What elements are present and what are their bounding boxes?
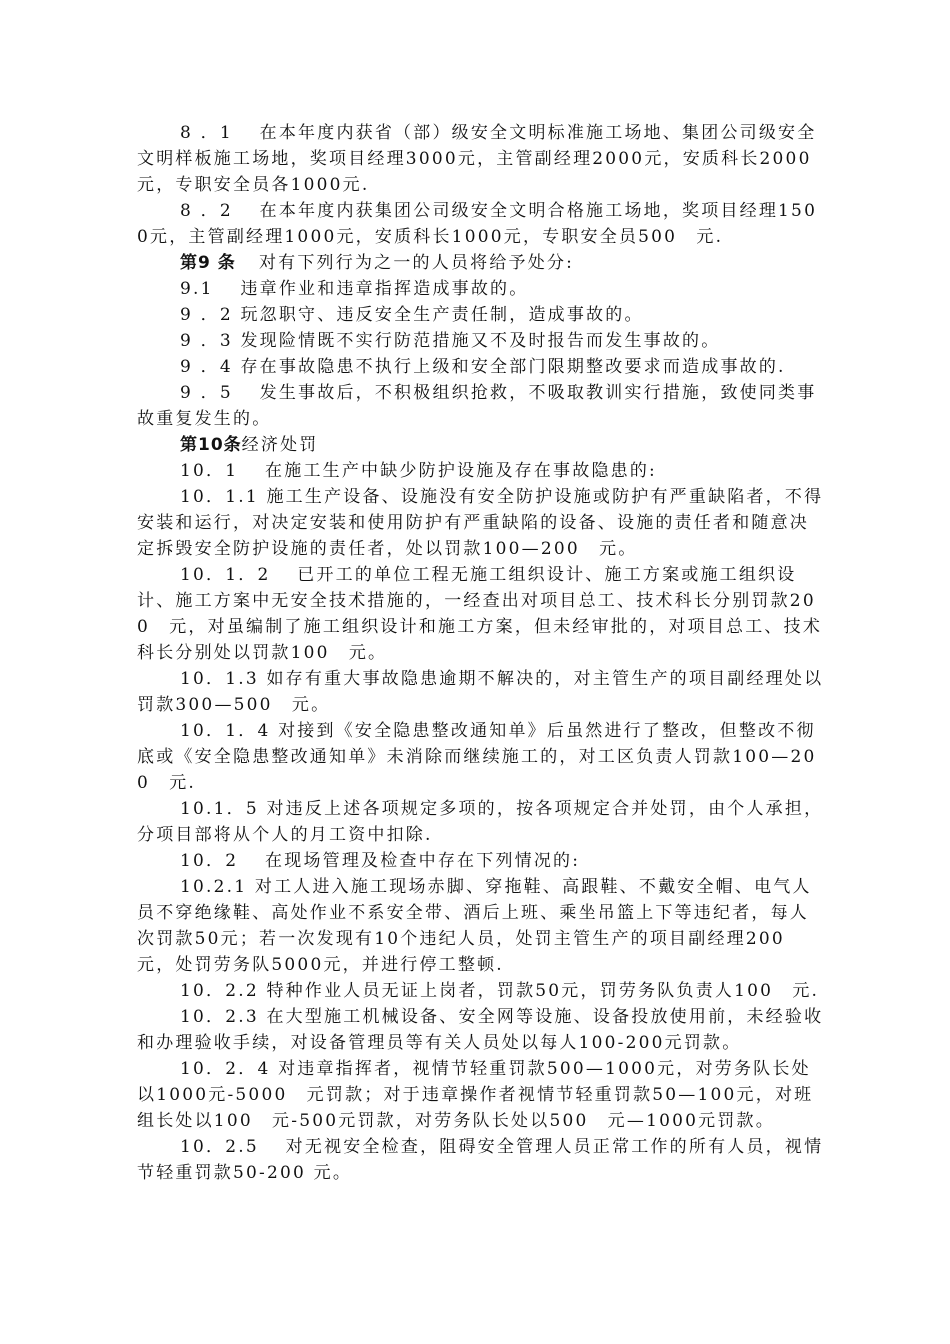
- article-9-title: 对有下列行为之一的人员将给予处分:: [239, 253, 575, 273]
- clause-10-2-3: 10．2.3 在大型施工机械设备、安全网等设施、设备投放使用前，未经验收和办理验收手续，对设备管理员等有关人员处以每人100-200元罚款。: [137, 1007, 824, 1053]
- clause-8-1: 8 ．1 在本年度内获省（部）级安全文明标准施工场地、集团公司级安全文明样板施工场地，奖项目经理3000元，主管副经理2000元，安质科长2000元，专职安全员各1000元.: [137, 123, 817, 195]
- article-9-heading: [137, 250, 827, 276]
- clause-10-1-4: 10．1．4 对接到《安全隐患整改通知单》后虽然进行了整改，但整改不彻底或《安全隐患整改通知单》未消除而继续施工的，对工区负责人罚款100—200 元.: [137, 721, 817, 793]
- clause-10-1: 10．1 在施工生产中缺少防护设施及存在事故隐患的:: [180, 461, 657, 481]
- clause-10-2-1: 10.2.1 对工人进入施工现场赤脚、穿拖鞋、高跟鞋、不戴安全帽、电气人员不穿绝缘鞋、高处作业不系安全带、酒后上班、乘坐吊篮上下等违纪者，每人次罚款50元；若一次发现有10个违纪人员，处罚主管生产的项目副经理200 元，处罚劳务队5000元，并进行停工整顿.: [137, 877, 812, 975]
- clause-9-5: 9 ．5 发生事故后，不积极组织抢救，不吸取教训实行措施，致使同类事故重复发生的。: [137, 383, 817, 429]
- article-10-title: 经济处罚: [241, 435, 319, 455]
- clause-10-1-5: 10.1．5 对违反上述各项规定多项的，按各项规定合并处罚，由个人承担，分项目部将从个人的月工资中扣除.: [137, 799, 824, 845]
- clause-10-1-2: 10．1．2 已开工的单位工程无施工组织设计、施工方案或施工组织设计、施工方案中无安全技术措施的，一经查出对项目总工、技术科长分别罚款200 元，对虽编制了施工组织设计和施工方案，但未经审批的，对项目总工、技术科长分别处以罚款100 元。: [137, 565, 823, 663]
- clause-9-1: 9.1 违章作业和违章指挥造成事故的。: [180, 279, 529, 299]
- article-10-label: 第10条: [180, 435, 242, 455]
- clause-10-1-1: 10．1.1 施工生产设备、设施没有安全防护设施或防护有严重缺陷者，不得安装和运行，对决定安装和使用防护有严重缺陷的设备、设施的责任者和随意决定拆毁安全防护设施的责任者，处以罚款100—200 元。: [137, 487, 824, 559]
- document-body: [137, 120, 827, 1186]
- clause-9-4: 9 ．4 存在事故隐患不执行上级和安全部门限期整改要求而造成事故的.: [180, 357, 786, 377]
- clause-9-3: 9 ．3 发现险情既不实行防范措施又不及时报告而发生事故的。: [180, 331, 721, 351]
- article-9-label: 第9 条: [180, 253, 236, 273]
- clause-9-2: 9 ．2 玩忽职守、违反安全生产责任制，造成事故的。: [180, 305, 644, 325]
- clause-10-2-2: 10．2.2 特种作业人员无证上岗者，罚款50元，罚劳务队负责人100 元.: [180, 981, 820, 1001]
- clause-10-2-5: 10．2.5 对无视安全检查，阻碍安全管理人员正常工作的所有人员，视情节轻重罚款50-200 元。: [137, 1137, 824, 1183]
- clause-10-2: 10．2 在现场管理及检查中存在下列情况的:: [180, 851, 581, 871]
- clause-10-2-4: 10．2．4 对违章指挥者，视情节轻重罚款500—1000元，对劳务队长处以1000元-5000 元罚款；对于违章操作者视情节轻重罚款50—100元，对班组长处以100 元-500元罚款，对劳务队长处以500 元—1000元罚款。: [137, 1059, 814, 1131]
- clause-8-2: 8 ．2 在本年度内获集团公司级安全文明合格施工场地，奖项目经理1500元，主管副经理1000元，安质科长1000元，专职安全员500 元.: [137, 201, 818, 247]
- article-10-heading: [137, 432, 827, 458]
- clause-10-1-3: 10．1.3 如存有重大事故隐患逾期不解决的，对主管生产的项目副经理处以罚款300—500 元。: [137, 669, 824, 715]
